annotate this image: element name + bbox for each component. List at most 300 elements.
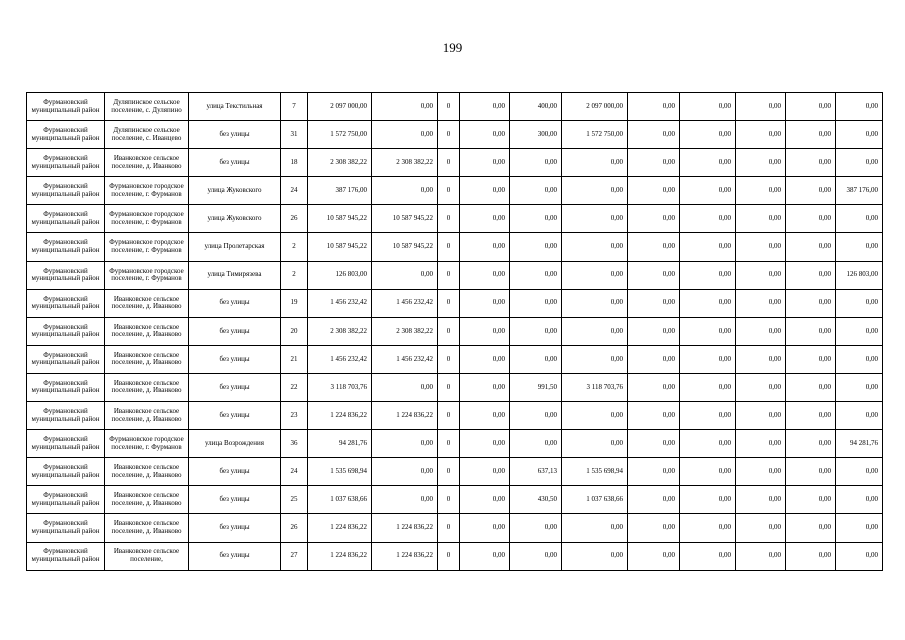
value-cell-11: 0,00 bbox=[836, 402, 883, 430]
value-cell-7: 0,00 bbox=[628, 93, 680, 121]
table-row bbox=[27, 233, 883, 261]
district-cell bbox=[27, 205, 105, 233]
district-cell bbox=[27, 177, 105, 205]
value-cell-3: 0 bbox=[438, 458, 460, 486]
table-row bbox=[27, 93, 883, 121]
value-cell-9: 0,00 bbox=[736, 458, 786, 486]
settlement-cell bbox=[105, 205, 189, 233]
object-number-cell: 26 bbox=[281, 514, 308, 542]
settlement-cell-text: Иванковское сельское поселение, д. Иванково bbox=[111, 520, 182, 535]
value-cell-1: 1 037 638,66 bbox=[308, 486, 372, 514]
value-cell-1: 3 118 703,76 bbox=[308, 373, 372, 401]
value-cell-1: 2 308 382,22 bbox=[308, 317, 372, 345]
settlement-cell-text: Фурмановское городское поселение, г. Фурманов bbox=[109, 183, 184, 198]
value-cell-10: 0,00 bbox=[786, 486, 836, 514]
object-number-cell: 23 bbox=[281, 402, 308, 430]
value-cell-2: 0,00 bbox=[372, 458, 438, 486]
value-cell-1: 10 587 945,22 bbox=[308, 233, 372, 261]
value-cell-6: 0,00 bbox=[562, 233, 628, 261]
value-cell-1: 2 097 000,00 bbox=[308, 93, 372, 121]
district-cell-text: Фурмановский муниципальный район bbox=[31, 407, 100, 423]
settlement-cell bbox=[105, 486, 189, 514]
value-cell-2: 1 456 232,42 bbox=[372, 289, 438, 317]
value-cell-10: 0,00 bbox=[786, 317, 836, 345]
settlement-cell bbox=[105, 177, 189, 205]
object-number-cell: 31 bbox=[281, 121, 308, 149]
value-cell-11: 0,00 bbox=[836, 121, 883, 149]
value-cell-4: 0,00 bbox=[460, 261, 510, 289]
object-number-cell: 2 bbox=[281, 233, 308, 261]
settlement-cell-text: Иванковское сельское поселение, д. Иванково bbox=[111, 464, 182, 479]
value-cell-4: 0,00 bbox=[460, 93, 510, 121]
value-cell-7: 0,00 bbox=[628, 149, 680, 177]
value-cell-3: 0 bbox=[438, 402, 460, 430]
value-cell-3: 0 bbox=[438, 345, 460, 373]
street-cell: без улицы bbox=[189, 289, 281, 317]
settlement-cell-text: Иванковское сельское поселение, д. Иванково bbox=[111, 295, 182, 311]
district-cell bbox=[27, 458, 105, 486]
value-cell-7: 0,00 bbox=[628, 458, 680, 486]
value-cell-6: 0,00 bbox=[562, 289, 628, 317]
district-cell bbox=[27, 317, 105, 345]
district-cell-text: Фурмановский муниципальный район bbox=[31, 436, 100, 451]
value-cell-5: 991,50 bbox=[510, 373, 562, 401]
value-cell-9: 0,00 bbox=[736, 486, 786, 514]
table-row bbox=[27, 261, 883, 289]
value-cell-5: 0,00 bbox=[510, 205, 562, 233]
value-cell-3: 0 bbox=[438, 121, 460, 149]
district-cell-text: Фурмановский муниципальный район bbox=[31, 379, 100, 395]
value-cell-5: 0,00 bbox=[510, 289, 562, 317]
settlement-cell bbox=[105, 458, 189, 486]
value-cell-2: 0,00 bbox=[372, 177, 438, 205]
table-row bbox=[27, 458, 883, 486]
value-cell-4: 0,00 bbox=[460, 121, 510, 149]
value-cell-2: 10 587 945,22 bbox=[372, 205, 438, 233]
settlement-cell-text: Фурмановское городское поселение, г. Фурманов bbox=[109, 267, 184, 283]
value-cell-2: 1 224 836,22 bbox=[372, 514, 438, 542]
value-cell-3: 0 bbox=[438, 542, 460, 570]
value-cell-4: 0,00 bbox=[460, 345, 510, 373]
value-cell-4: 0,00 bbox=[460, 289, 510, 317]
district-cell bbox=[27, 430, 105, 458]
page-number: 199 bbox=[442, 40, 463, 55]
settlement-cell bbox=[105, 149, 189, 177]
value-cell-5: 430,50 bbox=[510, 486, 562, 514]
value-cell-8: 0,00 bbox=[680, 317, 736, 345]
district-cell-text: Фурмановский муниципальный район bbox=[31, 211, 100, 226]
value-cell-2: 2 308 382,22 bbox=[372, 149, 438, 177]
value-cell-5: 637,13 bbox=[510, 458, 562, 486]
settlement-cell-text: Иванковское сельское поселение, д. Иванково bbox=[111, 379, 182, 395]
value-cell-7: 0,00 bbox=[628, 486, 680, 514]
value-cell-1: 2 308 382,22 bbox=[308, 149, 372, 177]
value-cell-8: 0,00 bbox=[680, 373, 736, 401]
value-cell-8: 0,00 bbox=[680, 430, 736, 458]
district-cell bbox=[27, 345, 105, 373]
value-cell-1: 1 456 232,42 bbox=[308, 345, 372, 373]
value-cell-9: 0,00 bbox=[736, 345, 786, 373]
table-row bbox=[27, 486, 883, 514]
value-cell-11: 0,00 bbox=[836, 373, 883, 401]
value-cell-11: 126 803,00 bbox=[836, 261, 883, 289]
value-cell-9: 0,00 bbox=[736, 233, 786, 261]
value-cell-1: 126 803,00 bbox=[308, 261, 372, 289]
value-cell-11: 0,00 bbox=[836, 93, 883, 121]
value-cell-6: 2 097 000,00 bbox=[562, 93, 628, 121]
value-cell-6: 3 118 703,76 bbox=[562, 373, 628, 401]
district-cell bbox=[27, 514, 105, 542]
table-row bbox=[27, 205, 883, 233]
value-cell-5: 0,00 bbox=[510, 261, 562, 289]
street-cell: улица Возрождения bbox=[189, 430, 281, 458]
value-cell-1: 1 224 836,22 bbox=[308, 402, 372, 430]
table-row bbox=[27, 514, 883, 542]
settlement-cell bbox=[105, 345, 189, 373]
object-number-cell: 25 bbox=[281, 486, 308, 514]
value-cell-3: 0 bbox=[438, 149, 460, 177]
value-cell-6: 1 572 750,00 bbox=[562, 121, 628, 149]
value-cell-5: 300,00 bbox=[510, 121, 562, 149]
value-cell-9: 0,00 bbox=[736, 514, 786, 542]
value-cell-6: 0,00 bbox=[562, 261, 628, 289]
value-cell-3: 0 bbox=[438, 514, 460, 542]
value-cell-5: 400,00 bbox=[510, 93, 562, 121]
value-cell-9: 0,00 bbox=[736, 542, 786, 570]
value-cell-10: 0,00 bbox=[786, 373, 836, 401]
settlement-cell-text: Дуляпинское сельское поселение, с. Иванцево bbox=[111, 127, 182, 142]
value-cell-9: 0,00 bbox=[736, 121, 786, 149]
object-number-cell: 21 bbox=[281, 345, 308, 373]
district-cell-text: Фурмановский муниципальный район bbox=[31, 239, 100, 255]
value-cell-5: 0,00 bbox=[510, 317, 562, 345]
value-cell-7: 0,00 bbox=[628, 233, 680, 261]
district-cell-text: Фурмановский муниципальный район bbox=[31, 155, 100, 170]
settlement-cell-text: Иванковское сельское поселение, д. Иванково bbox=[111, 492, 182, 507]
value-cell-1: 1 572 750,00 bbox=[308, 121, 372, 149]
value-cell-11: 0,00 bbox=[836, 345, 883, 373]
value-cell-3: 0 bbox=[438, 373, 460, 401]
value-cell-11: 387 176,00 bbox=[836, 177, 883, 205]
value-cell-4: 0,00 bbox=[460, 317, 510, 345]
value-cell-6: 0,00 bbox=[562, 345, 628, 373]
value-cell-9: 0,00 bbox=[736, 93, 786, 121]
settlement-cell-text: Фурмановское городское поселение, г. Фурманов bbox=[109, 211, 184, 226]
value-cell-9: 0,00 bbox=[736, 261, 786, 289]
value-cell-2: 0,00 bbox=[372, 486, 438, 514]
value-cell-1: 10 587 945,22 bbox=[308, 205, 372, 233]
object-number-cell: 27 bbox=[281, 542, 308, 570]
value-cell-3: 0 bbox=[438, 177, 460, 205]
table-row bbox=[27, 542, 883, 570]
value-cell-10: 0,00 bbox=[786, 430, 836, 458]
value-cell-4: 0,00 bbox=[460, 514, 510, 542]
data-table bbox=[26, 92, 883, 571]
value-cell-2: 1 224 836,22 bbox=[372, 402, 438, 430]
value-cell-2: 1 456 232,42 bbox=[372, 345, 438, 373]
object-number-cell: 2 bbox=[281, 261, 308, 289]
value-cell-7: 0,00 bbox=[628, 289, 680, 317]
object-number-cell: 20 bbox=[281, 317, 308, 345]
street-cell: без улицы bbox=[189, 345, 281, 373]
value-cell-7: 0,00 bbox=[628, 542, 680, 570]
street-cell: без улицы bbox=[189, 486, 281, 514]
value-cell-9: 0,00 bbox=[736, 149, 786, 177]
street-cell: без улицы bbox=[189, 317, 281, 345]
settlement-cell bbox=[105, 121, 189, 149]
value-cell-2: 0,00 bbox=[372, 121, 438, 149]
value-cell-11: 0,00 bbox=[836, 289, 883, 317]
value-cell-4: 0,00 bbox=[460, 177, 510, 205]
value-cell-10: 0,00 bbox=[786, 289, 836, 317]
value-cell-10: 0,00 bbox=[786, 205, 836, 233]
district-cell-text: Фурмановский муниципальный район bbox=[31, 127, 100, 142]
value-cell-11: 94 281,76 bbox=[836, 430, 883, 458]
value-cell-3: 0 bbox=[438, 317, 460, 345]
value-cell-9: 0,00 bbox=[736, 177, 786, 205]
table-row bbox=[27, 121, 883, 149]
street-cell: без улицы bbox=[189, 458, 281, 486]
object-number-cell: 36 bbox=[281, 430, 308, 458]
settlement-cell-text: Иванковское сельское поселение, bbox=[113, 548, 180, 564]
value-cell-6: 1 535 698,94 bbox=[562, 458, 628, 486]
value-cell-2: 1 224 836,22 bbox=[372, 542, 438, 570]
value-cell-3: 0 bbox=[438, 289, 460, 317]
value-cell-6: 0,00 bbox=[562, 514, 628, 542]
value-cell-9: 0,00 bbox=[736, 317, 786, 345]
settlement-cell bbox=[105, 317, 189, 345]
value-cell-5: 0,00 bbox=[510, 345, 562, 373]
street-cell: улица Пролетарская bbox=[189, 233, 281, 261]
value-cell-3: 0 bbox=[438, 430, 460, 458]
value-cell-7: 0,00 bbox=[628, 177, 680, 205]
settlement-cell-text: Дуляпинское сельское поселение, с. Дуляпино bbox=[111, 98, 182, 114]
district-cell bbox=[27, 93, 105, 121]
value-cell-11: 0,00 bbox=[836, 233, 883, 261]
settlement-cell bbox=[105, 514, 189, 542]
settlement-cell bbox=[105, 373, 189, 401]
district-cell-text: Фурмановский муниципальный район bbox=[31, 323, 100, 339]
value-cell-1: 1 224 836,22 bbox=[308, 514, 372, 542]
table-row bbox=[27, 289, 883, 317]
value-cell-1: 1 456 232,42 bbox=[308, 289, 372, 317]
value-cell-7: 0,00 bbox=[628, 514, 680, 542]
district-cell-text: Фурмановский муниципальный район bbox=[31, 492, 100, 507]
value-cell-6: 0,00 bbox=[562, 205, 628, 233]
value-cell-6: 1 037 638,66 bbox=[562, 486, 628, 514]
settlement-cell bbox=[105, 430, 189, 458]
value-cell-10: 0,00 bbox=[786, 177, 836, 205]
value-cell-4: 0,00 bbox=[460, 402, 510, 430]
district-cell-text: Фурмановский муниципальный район bbox=[31, 520, 100, 535]
value-cell-10: 0,00 bbox=[786, 345, 836, 373]
district-cell bbox=[27, 289, 105, 317]
value-cell-7: 0,00 bbox=[628, 373, 680, 401]
value-cell-11: 0,00 bbox=[836, 514, 883, 542]
street-cell: без улицы bbox=[189, 121, 281, 149]
settlement-cell-text: Иванковское сельское поселение, д. Иванково bbox=[111, 323, 182, 339]
value-cell-3: 0 bbox=[438, 486, 460, 514]
settlement-cell bbox=[105, 289, 189, 317]
object-number-cell: 24 bbox=[281, 458, 308, 486]
settlement-cell bbox=[105, 93, 189, 121]
settlement-cell-text: Фурмановское городское поселение, г. Фурманов bbox=[109, 239, 184, 255]
value-cell-7: 0,00 bbox=[628, 317, 680, 345]
value-cell-6: 0,00 bbox=[562, 317, 628, 345]
value-cell-5: 0,00 bbox=[510, 233, 562, 261]
value-cell-9: 0,00 bbox=[736, 289, 786, 317]
street-cell: улица Жуковского bbox=[189, 177, 281, 205]
value-cell-2: 0,00 bbox=[372, 93, 438, 121]
value-cell-11: 0,00 bbox=[836, 149, 883, 177]
value-cell-8: 0,00 bbox=[680, 289, 736, 317]
value-cell-4: 0,00 bbox=[460, 149, 510, 177]
value-cell-2: 0,00 bbox=[372, 261, 438, 289]
value-cell-1: 1 224 836,22 bbox=[308, 542, 372, 570]
object-number-cell: 7 bbox=[281, 93, 308, 121]
table-row bbox=[27, 149, 883, 177]
settlement-cell-text: Иванковское сельское поселение, д. Иванково bbox=[111, 155, 182, 170]
value-cell-7: 0,00 bbox=[628, 261, 680, 289]
table-row bbox=[27, 177, 883, 205]
value-cell-10: 0,00 bbox=[786, 149, 836, 177]
value-cell-5: 0,00 bbox=[510, 149, 562, 177]
street-cell: без улицы bbox=[189, 149, 281, 177]
district-cell-text: Фурмановский муниципальный район bbox=[31, 295, 100, 311]
value-cell-4: 0,00 bbox=[460, 486, 510, 514]
value-cell-6: 0,00 bbox=[562, 402, 628, 430]
value-cell-6: 0,00 bbox=[562, 542, 628, 570]
street-cell: без улицы bbox=[189, 542, 281, 570]
district-cell-text: Фурмановский муниципальный район bbox=[31, 267, 100, 283]
value-cell-11: 0,00 bbox=[836, 205, 883, 233]
value-cell-8: 0,00 bbox=[680, 205, 736, 233]
district-cell bbox=[27, 402, 105, 430]
street-cell: улица Текстильная bbox=[189, 93, 281, 121]
object-number-cell: 18 bbox=[281, 149, 308, 177]
district-cell-text: Фурмановский муниципальный район bbox=[31, 98, 100, 114]
district-cell bbox=[27, 261, 105, 289]
settlement-cell bbox=[105, 233, 189, 261]
value-cell-3: 0 bbox=[438, 93, 460, 121]
table-row bbox=[27, 373, 883, 401]
value-cell-8: 0,00 bbox=[680, 261, 736, 289]
value-cell-6: 0,00 bbox=[562, 177, 628, 205]
value-cell-10: 0,00 bbox=[786, 542, 836, 570]
value-cell-5: 0,00 bbox=[510, 177, 562, 205]
value-cell-5: 0,00 bbox=[510, 542, 562, 570]
settlement-cell bbox=[105, 261, 189, 289]
value-cell-10: 0,00 bbox=[786, 458, 836, 486]
table-row bbox=[27, 317, 883, 345]
value-cell-4: 0,00 bbox=[460, 373, 510, 401]
value-cell-8: 0,00 bbox=[680, 233, 736, 261]
value-cell-8: 0,00 bbox=[680, 542, 736, 570]
value-cell-6: 0,00 bbox=[562, 149, 628, 177]
street-cell: без улицы bbox=[189, 514, 281, 542]
value-cell-3: 0 bbox=[438, 205, 460, 233]
value-cell-5: 0,00 bbox=[510, 430, 562, 458]
value-cell-10: 0,00 bbox=[786, 233, 836, 261]
value-cell-9: 0,00 bbox=[736, 430, 786, 458]
value-cell-6: 0,00 bbox=[562, 430, 628, 458]
value-cell-9: 0,00 bbox=[736, 205, 786, 233]
value-cell-8: 0,00 bbox=[680, 177, 736, 205]
value-cell-4: 0,00 bbox=[460, 205, 510, 233]
street-cell: без улицы bbox=[189, 373, 281, 401]
value-cell-8: 0,00 bbox=[680, 458, 736, 486]
settlement-cell-text: Иванковское сельское поселение, д. Иванково bbox=[111, 407, 182, 423]
value-cell-11: 0,00 bbox=[836, 542, 883, 570]
value-cell-7: 0,00 bbox=[628, 121, 680, 149]
value-cell-1: 387 176,00 bbox=[308, 177, 372, 205]
value-cell-11: 0,00 bbox=[836, 317, 883, 345]
value-cell-10: 0,00 bbox=[786, 261, 836, 289]
value-cell-3: 0 bbox=[438, 261, 460, 289]
district-cell-text: Фурмановский муниципальный район bbox=[31, 183, 100, 198]
district-cell bbox=[27, 121, 105, 149]
value-cell-7: 0,00 bbox=[628, 402, 680, 430]
value-cell-3: 0 bbox=[438, 233, 460, 261]
district-cell-text: Фурмановский муниципальный район bbox=[31, 464, 100, 479]
object-number-cell: 26 bbox=[281, 205, 308, 233]
value-cell-4: 0,00 bbox=[460, 542, 510, 570]
value-cell-7: 0,00 bbox=[628, 430, 680, 458]
table-row bbox=[27, 402, 883, 430]
value-cell-8: 0,00 bbox=[680, 486, 736, 514]
value-cell-7: 0,00 bbox=[628, 205, 680, 233]
table-row bbox=[27, 345, 883, 373]
district-cell bbox=[27, 373, 105, 401]
district-cell bbox=[27, 149, 105, 177]
settlement-cell bbox=[105, 542, 189, 570]
value-cell-4: 0,00 bbox=[460, 458, 510, 486]
value-cell-10: 0,00 bbox=[786, 402, 836, 430]
value-cell-2: 2 308 382,22 bbox=[372, 317, 438, 345]
value-cell-8: 0,00 bbox=[680, 149, 736, 177]
value-cell-11: 0,00 bbox=[836, 486, 883, 514]
value-cell-4: 0,00 bbox=[460, 233, 510, 261]
street-cell: без улицы bbox=[189, 402, 281, 430]
value-cell-8: 0,00 bbox=[680, 93, 736, 121]
district-cell bbox=[27, 233, 105, 261]
district-cell-text: Фурмановский муниципальный район bbox=[31, 351, 100, 367]
value-cell-9: 0,00 bbox=[736, 402, 786, 430]
value-cell-4: 0,00 bbox=[460, 430, 510, 458]
value-cell-10: 0,00 bbox=[786, 121, 836, 149]
value-cell-8: 0,00 bbox=[680, 514, 736, 542]
street-cell: улица Тимирязева bbox=[189, 261, 281, 289]
table-row bbox=[27, 430, 883, 458]
settlement-cell bbox=[105, 402, 189, 430]
value-cell-2: 10 587 945,22 bbox=[372, 233, 438, 261]
table-body bbox=[27, 93, 883, 571]
settlement-cell-text: Фурмановское городское поселение, г. Фурманов bbox=[109, 436, 184, 451]
district-cell bbox=[27, 486, 105, 514]
value-cell-10: 0,00 bbox=[786, 93, 836, 121]
value-cell-1: 1 535 698,94 bbox=[308, 458, 372, 486]
object-number-cell: 19 bbox=[281, 289, 308, 317]
value-cell-10: 0,00 bbox=[786, 514, 836, 542]
value-cell-7: 0,00 bbox=[628, 345, 680, 373]
street-cell: улица Жуковского bbox=[189, 205, 281, 233]
value-cell-5: 0,00 bbox=[510, 402, 562, 430]
value-cell-5: 0,00 bbox=[510, 514, 562, 542]
value-cell-8: 0,00 bbox=[680, 121, 736, 149]
value-cell-2: 0,00 bbox=[372, 373, 438, 401]
value-cell-9: 0,00 bbox=[736, 373, 786, 401]
object-number-cell: 22 bbox=[281, 373, 308, 401]
